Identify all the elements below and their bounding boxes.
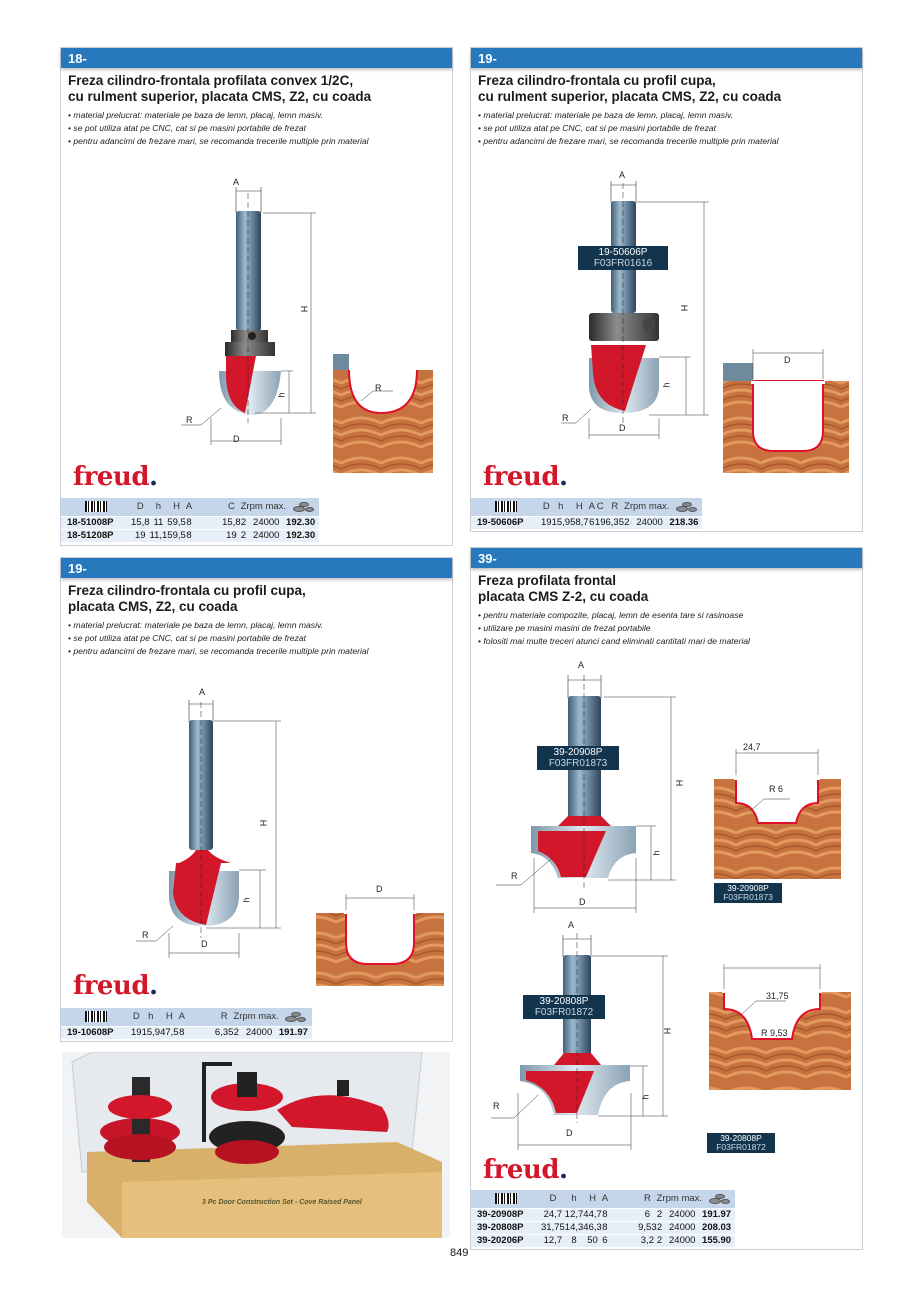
table-row: 18-51208P 19 11,1 59,5 8 19 2 24000 192.30 [61, 529, 319, 542]
page-number: 849 [450, 1247, 469, 1259]
dim-label-R: R [562, 413, 569, 423]
dim-label-R: R [511, 871, 518, 881]
dim-label-D: D [619, 423, 626, 433]
product-title: Freza cilindro-frontala profilata convex 1/2C, cu rulment superior, placata CMS, Z2, cu coada [68, 73, 372, 104]
price: 155.90 [702, 1234, 735, 1247]
dim-label-h: h [241, 897, 252, 903]
table-row: 39-20908P 24,7 12,7 44,7 8 6 2 24000 191.97 [471, 1208, 735, 1221]
spec-table [61, 498, 319, 542]
feature-list: • material prelucrat: materiale pe baza de lemn, placaj, lemn masiv. • se pot utiliza atat pe CNC, cat si pe masini portabile de frezat • pentru adancimi de frezare mari, se recomanda trecerile multiple prin material [61, 615, 452, 658]
dim-label-A: A [619, 170, 626, 180]
product-label-1: 39-20908P F03FR01873 [537, 746, 619, 770]
dim-label-D: D [233, 434, 240, 444]
spec-table [471, 1190, 735, 1247]
dim-label-R: R [186, 415, 193, 425]
dim-label-D: D [579, 897, 586, 907]
price: 218.36 [669, 516, 702, 529]
profile-label-2: 39-20808P F03FR01872 [707, 1133, 775, 1153]
svg-text:3 Pc Door Construction Set - C: 3 Pc Door Construction Set - Cove Raised Panel [202, 1199, 362, 1206]
product-title: Freza cilindro-frontala cu profil cupa, cu rulment superior, placata CMS, Z2, cu coada [478, 73, 782, 104]
section-header: 19- [61, 558, 452, 578]
spec-table [61, 1008, 312, 1039]
profile-label-D: D [376, 884, 383, 894]
dim-label-h: h [640, 1094, 651, 1100]
product-title: Freza profilata frontal placata CMS Z-2, cu coada [478, 573, 649, 604]
dim-label-D: D [201, 939, 208, 949]
product-title: Freza cilindro-frontala cu profil cupa, placata CMS, Z2, cu coada [68, 583, 306, 614]
product-photo [62, 1052, 450, 1238]
panel-19-plain [60, 557, 453, 1042]
dim-label-A: A [199, 687, 206, 697]
dim-label-H: H [679, 304, 690, 312]
price: 192.30 [286, 529, 319, 542]
router-bit-diagram [136, 688, 446, 988]
profile-radius-2: R 9,53 [761, 1028, 788, 1038]
door-construction-set-image [62, 1052, 450, 1238]
dim-label-h: h [651, 850, 662, 856]
panel-19-bearing [470, 47, 863, 532]
price-coins-icon [707, 1193, 731, 1205]
dim-label-H: H [662, 1027, 673, 1035]
table-header-row: D h H A R Z rpm max. [61, 1008, 312, 1026]
dim-label-A: A [568, 920, 575, 930]
product-label: 19-50606P F03FR01616 [578, 246, 668, 270]
freud-logo: freud. [73, 971, 158, 1001]
table-header-row: D h H A R Z rpm max. [471, 1190, 735, 1208]
feature-list: • pentru materiale compozite, placaj, lemn de esenta tare si rasinoase • utilizare pe masini masini de frezat portabile • folositi mai multe treceri atunci cand eliminati cantitati mari de material [471, 605, 862, 648]
dim-label-R: R [142, 930, 149, 940]
dim-label-h: h [661, 382, 672, 388]
price: 192.30 [286, 516, 319, 529]
table-row: 18-51008P 15,8 11 59,5 8 15,8 2 24000 192.30 [61, 516, 319, 529]
price-coins-icon [674, 501, 698, 513]
price: 191.97 [279, 1026, 312, 1039]
freud-logo: freud. [73, 462, 158, 492]
dim-label-h: h [276, 392, 287, 398]
barcode-icon [495, 501, 517, 512]
freud-logo: freud. [483, 462, 568, 492]
profile-label-R: R [375, 383, 382, 393]
dim-label-A: A [578, 660, 585, 670]
table-row: 39-20808P 31,75 14,3 46,3 8 9,53 2 24000 208.03 [471, 1221, 735, 1234]
barcode-icon [85, 501, 107, 512]
section-header: 19- [471, 48, 862, 68]
table-header-row: D h H A C Z rpm max. [61, 498, 319, 516]
dim-label-A: A [233, 177, 240, 187]
table-row: 39-20206P 12,7 8 50 6 3,2 2 24000 155.90 [471, 1234, 735, 1247]
barcode-icon [85, 1011, 107, 1022]
freud-logo: freud. [483, 1155, 568, 1185]
barcode-icon [495, 1193, 517, 1204]
panel-39 [470, 547, 863, 1250]
feature-list: • material prelucrat: materiale pe baza de lemn, placaj, lemn masiv. • se pot utiliza atat pe CNC, cat si pe masini portabile de frezat • pentru adancimi de frezare mari, se recomanda trecerile multiple prin material [471, 105, 862, 148]
product-label-2: 39-20808P F03FR01872 [523, 995, 605, 1019]
router-bit-diagram-2 [486, 923, 856, 1153]
profile-label-1: 39-20908P F03FR01873 [714, 883, 782, 903]
section-header: 39- [471, 548, 862, 568]
table-row: 19-10608P 19 15,9 47,5 8 6,35 2 24000 191.97 [61, 1026, 312, 1039]
dim-label-H: H [299, 305, 310, 313]
dim-label-H: H [674, 779, 685, 787]
spec-table [471, 498, 702, 529]
router-bit-diagram [561, 173, 861, 473]
profile-radius-1: R 6 [769, 784, 784, 794]
dim-label-D: D [566, 1128, 573, 1138]
profile-label-D: D [784, 355, 791, 365]
price-coins-icon [291, 501, 315, 513]
profile-width-1: 24,7 [743, 742, 761, 752]
dim-label-H: H [258, 819, 269, 827]
section-header: 18- [61, 48, 452, 68]
table-row: 19-50606P 19 15,9 58,7 6 19 6,35 2 24000 218.36 [471, 516, 702, 529]
price: 191.97 [702, 1208, 735, 1221]
price-coins-icon [283, 1011, 307, 1023]
price: 208.03 [702, 1221, 735, 1234]
profile-width-2: 31,75 [766, 991, 789, 1001]
panel-18 [60, 47, 453, 546]
router-bit-diagram [181, 173, 451, 473]
feature-list: • material prelucrat: materiale pe baza de lemn, placaj, lemn masiv. • se pot utiliza atat pe CNC, cat si pe masini portabile de frezat • pentru adancimi de frezare mari, se recomanda trecerile multiple prin material [61, 105, 452, 148]
dim-label-R: R [493, 1101, 500, 1111]
router-bit-diagram-1 [496, 663, 856, 918]
table-header-row: D h H A C R Z rpm max. [471, 498, 702, 516]
